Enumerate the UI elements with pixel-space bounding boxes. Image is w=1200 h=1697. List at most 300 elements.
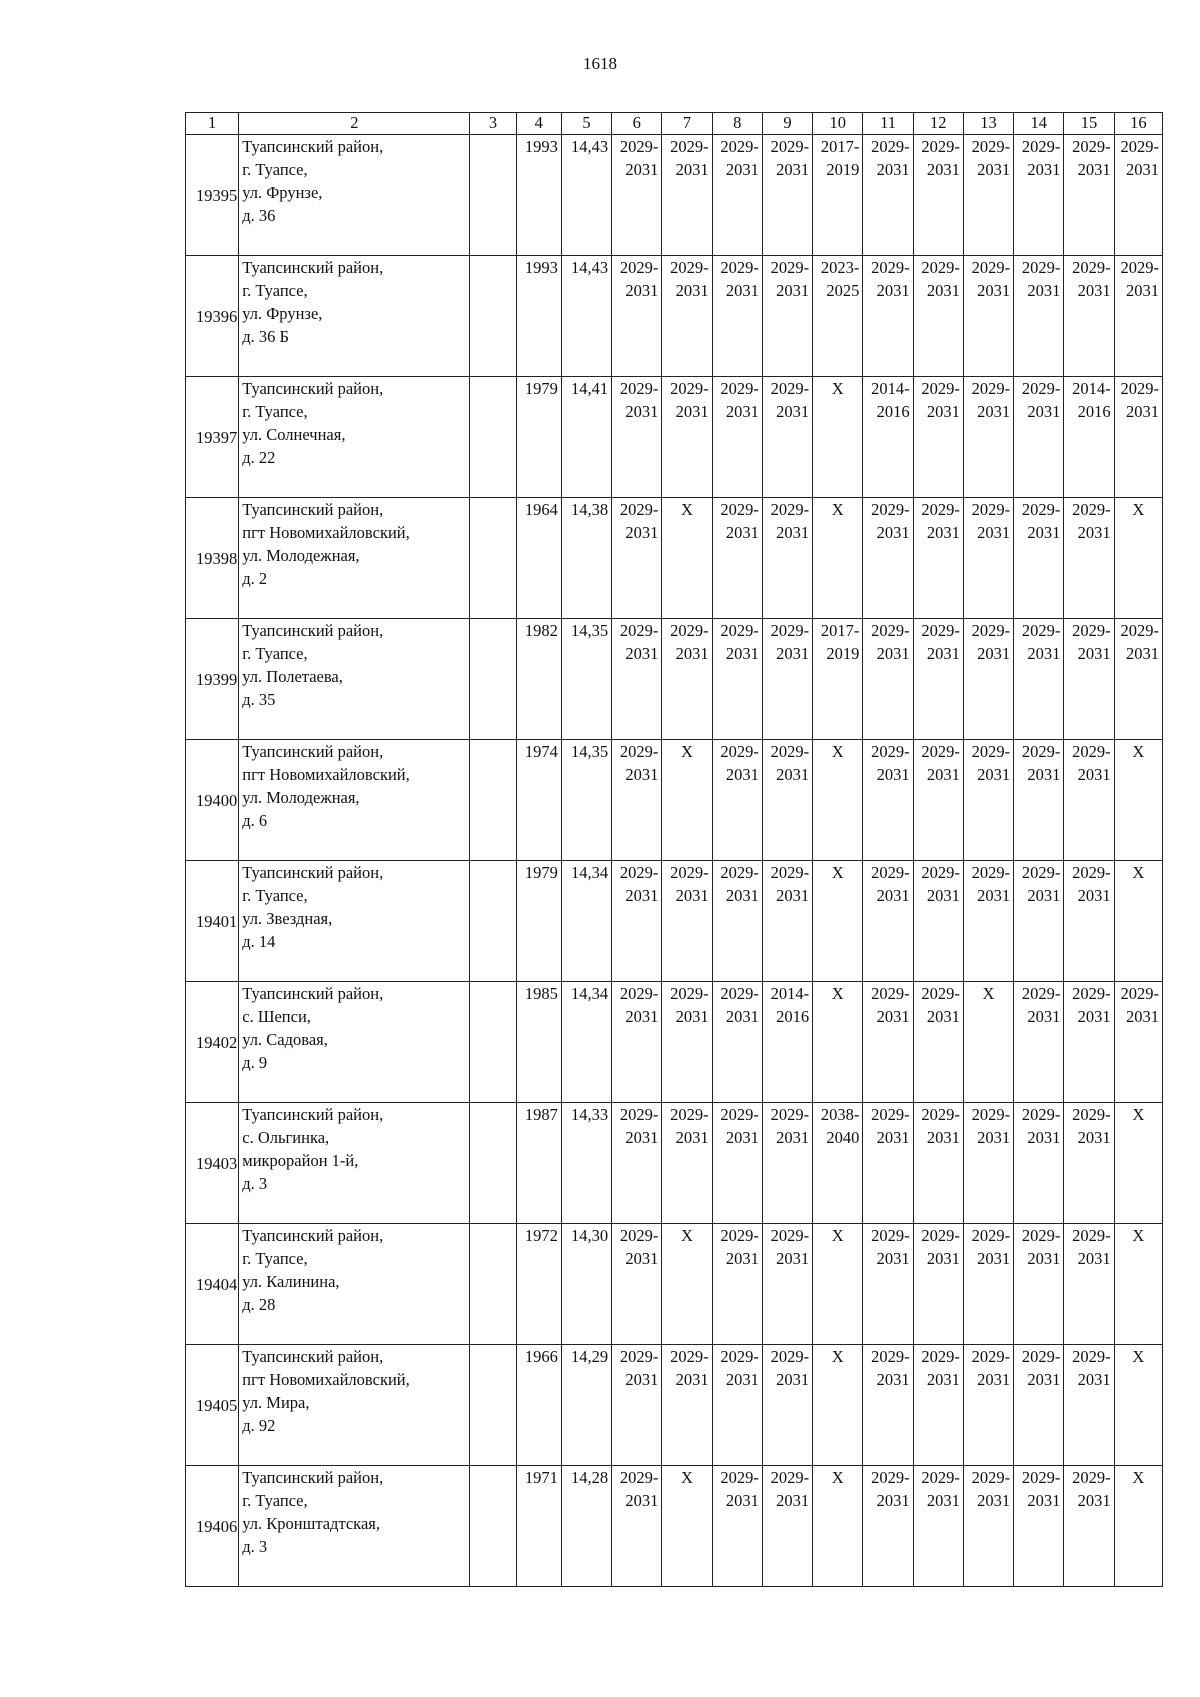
period-line: 2029- [770,742,810,761]
period-line: 2029- [770,1226,810,1245]
period-line: 2031 [1077,1249,1111,1268]
period-line: 2031 [1077,1128,1111,1147]
period-cell [1014,256,1064,377]
period-line: X [681,1226,693,1245]
period-cell [863,256,913,377]
period-line: 2031 [1126,281,1159,300]
period-line: 2029- [720,1105,759,1124]
period-cell [712,1345,762,1466]
period-cell [712,861,762,982]
address-line: д. 6 [242,811,268,830]
period-line: 2029- [971,379,1011,398]
table-row [186,619,1163,740]
period-cell [1114,377,1162,498]
period-line: 2031 [725,160,759,179]
column-3-cell [470,740,516,861]
period-line: 2031 [625,281,659,300]
period-line: 2029- [619,863,659,882]
period-line: 2031 [926,1007,960,1026]
period-line: 2029- [921,1226,960,1245]
period-cell [762,256,812,377]
period-line: 2031 [876,1249,910,1268]
period-line: 2031 [1077,1007,1111,1026]
period-line: 2031 [1077,160,1111,179]
address-line: г. Туапсе, [242,402,308,421]
period-cell [762,498,812,619]
period-line: 2029- [1072,258,1111,277]
period-cell [963,740,1013,861]
period-line: 2031 [926,1370,960,1389]
period-line: 2029- [619,1105,659,1124]
period-cell [712,740,762,861]
address-line: Туапсинский район, [242,137,384,156]
column-3-cell [470,377,516,498]
period-cell [762,1103,812,1224]
period-cell [913,1224,963,1345]
period-line: 2031 [1027,1249,1061,1268]
period-line: X [831,1226,844,1245]
period-line: 2029- [1021,742,1061,761]
period-cell [662,135,712,256]
period-cell [712,1103,762,1224]
period-line: 2031 [1027,281,1061,300]
column-3-cell [470,1103,516,1224]
period-cell [913,377,963,498]
period-line: 2031 [926,1128,960,1147]
period-cell [612,1103,662,1224]
period-cell [1064,1345,1114,1466]
column-3-cell [470,861,516,982]
period-line: 2031 [776,281,810,300]
period-line: 2029- [670,1347,709,1366]
period-cell [913,740,963,861]
period-line: 2031 [926,281,960,300]
period-line: 2014- [1072,379,1111,398]
period-cell [712,377,762,498]
period-cell [863,619,913,740]
period-line: 2031 [625,523,659,542]
period-cell [762,1466,812,1587]
year-cell: 1993 [516,135,561,256]
period-line: 2031 [977,1128,1011,1147]
period-line: 2031 [1027,765,1061,784]
period-cell [1014,498,1064,619]
address-line: Туапсинский район, [242,379,384,398]
period-cell [813,740,863,861]
row-number: 19406 [186,1466,239,1587]
address-line: Туапсинский район, [242,1226,384,1245]
period-line: 2029- [871,742,910,761]
period-cell [662,377,712,498]
value-cell: 14,35 [561,740,611,861]
period-cell [712,135,762,256]
period-cell [1014,619,1064,740]
period-cell [963,498,1013,619]
period-line: X [831,1347,844,1366]
address-line: ул. Мира, [242,1393,310,1412]
period-line: 2031 [776,1491,810,1510]
address-line: пгт Новомихайловский, [242,523,410,542]
period-line: 2031 [876,1007,910,1026]
period-line: X [1132,742,1145,761]
period-line: 2029- [921,1468,960,1487]
period-line: 2031 [1027,523,1061,542]
table-row [186,498,1163,619]
period-line: 2031 [876,886,910,905]
address-line: Туапсинский район, [242,621,384,640]
period-cell [662,861,712,982]
period-line: X [831,1468,844,1487]
value-cell: 14,34 [561,982,611,1103]
period-line: 2031 [1126,160,1159,179]
period-line: 2029- [971,137,1011,156]
value-cell: 14,38 [561,498,611,619]
row-number: 19403 [186,1103,239,1224]
period-line: 2031 [675,1370,709,1389]
period-line: 2031 [776,1370,810,1389]
period-line: 2029- [720,1347,759,1366]
period-line: 2031 [876,765,910,784]
address-line: д. 3 [242,1537,268,1556]
period-line: 2031 [776,402,810,421]
table-row [186,135,1163,256]
period-line: 2031 [977,402,1011,421]
period-cell [963,982,1013,1103]
period-line: 2029- [921,742,960,761]
period-line: 2031 [926,644,960,663]
period-line: 2031 [776,765,810,784]
period-cell [963,1103,1013,1224]
table-row [186,1466,1163,1587]
value-cell: 14,43 [561,256,611,377]
period-cell [913,1103,963,1224]
period-line: X [1132,863,1145,882]
period-cell [712,256,762,377]
address-cell [239,1345,470,1466]
address-line: Туапсинский район, [242,258,384,277]
column-3-cell [470,1345,516,1466]
period-cell [662,1345,712,1466]
period-line: 2029- [720,379,759,398]
period-line: 2029- [619,742,659,761]
period-line: 2029- [770,379,810,398]
period-line: 2029- [619,258,659,277]
period-cell [1114,861,1162,982]
period-line: 2040 [826,1128,860,1147]
value-cell: 14,33 [561,1103,611,1224]
period-line: 2029- [1072,1468,1111,1487]
period-line: 2029- [770,621,810,640]
year-cell: 1979 [516,377,561,498]
period-cell [913,1466,963,1587]
period-line: 2031 [1126,1007,1159,1026]
address-line: д. 14 [242,932,276,951]
period-line: 2031 [625,1370,659,1389]
table-row [186,982,1163,1103]
period-line: 2029- [1120,984,1159,1003]
period-line: X [1132,1347,1145,1366]
period-cell [612,740,662,861]
column-header-9: 9 [762,113,812,135]
period-line: 2016 [876,402,910,421]
period-line: 2029- [720,621,759,640]
period-cell [762,1345,812,1466]
period-line: 2031 [625,1249,659,1268]
period-cell [1114,1224,1162,1345]
column-3-cell [470,1224,516,1345]
period-cell [963,1345,1013,1466]
period-line: 2031 [725,886,759,905]
period-line: 2029- [971,258,1011,277]
period-cell [1064,377,1114,498]
period-line: 2031 [776,886,810,905]
period-cell [662,982,712,1103]
period-cell [662,256,712,377]
address-line: ул. Полетаева, [242,667,343,686]
period-cell [1014,1103,1064,1224]
column-header-4: 4 [516,113,561,135]
period-cell [612,498,662,619]
period-line: 2029- [1072,1105,1111,1124]
row-number: 19397 [186,377,239,498]
column-header-16: 16 [1114,113,1162,135]
period-line: 2029- [619,984,659,1003]
period-line: 2029- [971,1347,1011,1366]
period-cell [1064,1466,1114,1587]
period-line: 2029- [921,621,960,640]
period-line: 2029- [871,863,910,882]
address-line: д. 28 [242,1295,276,1314]
address-cell [239,982,470,1103]
table-row [186,1345,1163,1466]
period-cell [863,982,913,1103]
year-cell: 1987 [516,1103,561,1224]
period-cell [612,377,662,498]
period-cell [612,982,662,1103]
period-line: 2031 [675,402,709,421]
period-line: 2029- [720,863,759,882]
period-cell [913,1345,963,1466]
column-3-cell [470,135,516,256]
period-cell [612,861,662,982]
period-line: 2031 [776,1128,810,1147]
period-line: 2029- [871,1347,910,1366]
period-cell [963,1466,1013,1587]
period-cell [712,982,762,1103]
address-line: Туапсинский район, [242,1105,384,1124]
period-line: 2029- [1021,500,1061,519]
period-line: 2029- [619,379,659,398]
period-line: 2029- [1072,1226,1111,1245]
period-cell [1014,1345,1064,1466]
period-cell [662,619,712,740]
period-line: 2031 [675,1128,709,1147]
period-line: 2029- [770,137,810,156]
column-header-6: 6 [612,113,662,135]
period-line: 2019 [826,644,860,663]
period-line: 2029- [971,1468,1011,1487]
row-number: 19404 [186,1224,239,1345]
address-line: ул. Фрунзе, [242,183,323,202]
period-cell [1014,135,1064,256]
address-line: д. 2 [242,569,268,588]
period-line: 2031 [675,644,709,663]
year-cell: 1972 [516,1224,561,1345]
table-row [186,1103,1163,1224]
period-line: 2029- [1120,258,1159,277]
period-line: 2031 [725,644,759,663]
period-cell [813,619,863,740]
period-cell [813,498,863,619]
address-line: д. 3 [242,1174,268,1193]
housing-registry-table [185,112,1163,1587]
period-line: 2031 [876,1370,910,1389]
period-line: 2023- [820,258,860,277]
period-line: 2029- [871,984,910,1003]
period-line: 2029- [871,137,910,156]
period-line: 2029- [1072,621,1111,640]
address-cell [239,861,470,982]
address-line: Туапсинский район, [242,742,384,761]
column-3-cell [470,982,516,1103]
period-cell [1064,1103,1114,1224]
period-cell [1064,498,1114,619]
period-line: 2029- [871,621,910,640]
period-cell [1014,861,1064,982]
period-line: 2031 [625,1128,659,1147]
period-line: 2031 [725,1128,759,1147]
period-line: 2029- [971,500,1011,519]
period-cell [913,256,963,377]
period-line: 2031 [1077,886,1111,905]
period-line: 2029- [1021,984,1061,1003]
period-line: 2029- [1120,379,1159,398]
period-line: 2031 [926,160,960,179]
period-line: 2031 [1027,402,1061,421]
period-line: 2031 [625,1491,659,1510]
period-cell [913,619,963,740]
period-line: 2031 [675,160,709,179]
column-header-2: 2 [239,113,470,135]
period-line: 2031 [1077,1370,1111,1389]
period-line: 2029- [871,500,910,519]
period-line: 2031 [725,402,759,421]
period-cell [813,1224,863,1345]
period-line: 2029- [921,1105,960,1124]
period-cell [963,377,1013,498]
column-3-cell [470,619,516,740]
period-cell [863,1345,913,1466]
row-number: 19405 [186,1345,239,1466]
period-cell [762,619,812,740]
table-row [186,1224,1163,1345]
column-header-14: 14 [1014,113,1064,135]
period-cell [1064,1224,1114,1345]
period-line: 2031 [1077,644,1111,663]
period-cell [863,377,913,498]
period-line: 2031 [625,644,659,663]
column-3-cell [470,256,516,377]
period-cell [1064,256,1114,377]
period-line: 2031 [977,523,1011,542]
period-line: 2029- [619,1226,659,1245]
period-line: 2031 [876,160,910,179]
address-line: Туапсинский район, [242,984,384,1003]
period-cell [762,740,812,861]
row-number: 19400 [186,740,239,861]
address-cell [239,256,470,377]
period-line: 2031 [1077,1491,1111,1510]
period-line: 2031 [977,644,1011,663]
period-line: 2031 [725,1491,759,1510]
address-line: Туапсинский район, [242,1468,384,1487]
period-line: 2029- [1072,984,1111,1003]
column-header-12: 12 [913,113,963,135]
period-line: 2029- [619,1347,659,1366]
address-line: г. Туапсе, [242,1491,308,1510]
address-cell [239,135,470,256]
table-body [186,135,1163,1587]
period-line: 2029- [921,379,960,398]
period-line: 2031 [1077,765,1111,784]
period-cell [1014,982,1064,1103]
year-cell: 1971 [516,1466,561,1587]
period-cell [612,619,662,740]
period-line: 2031 [776,160,810,179]
address-line: ул. Молодежная, [242,788,360,807]
period-line: 2029- [670,258,709,277]
period-line: 2029- [720,742,759,761]
period-cell [913,498,963,619]
row-number: 19396 [186,256,239,377]
period-cell [712,619,762,740]
period-cell [1114,498,1162,619]
period-cell [662,740,712,861]
period-line: 2029- [871,1226,910,1245]
period-line: 2029- [1072,742,1111,761]
period-line: 2029- [1120,621,1159,640]
address-line: ул. Садовая, [242,1030,328,1049]
period-cell [712,1466,762,1587]
period-cell [612,1466,662,1587]
address-line: д. 35 [242,690,276,709]
period-cell [612,1345,662,1466]
period-cell [913,135,963,256]
period-line: 2029- [921,500,960,519]
period-line: 2029- [1021,863,1061,882]
period-line: X [1132,1226,1145,1245]
value-cell: 14,28 [561,1466,611,1587]
period-line: 2029- [1021,1226,1061,1245]
period-cell [863,1224,913,1345]
period-line: X [831,863,844,882]
period-line: 2031 [977,1491,1011,1510]
period-cell [662,1466,712,1587]
period-cell [1114,256,1162,377]
value-cell: 14,41 [561,377,611,498]
address-line: Туапсинский район, [242,500,384,519]
address-cell [239,740,470,861]
period-cell [813,135,863,256]
year-cell: 1985 [516,982,561,1103]
period-line: 2038- [820,1105,860,1124]
column-header-13: 13 [963,113,1013,135]
period-cell [963,619,1013,740]
period-cell [1014,740,1064,861]
address-line: пгт Новомихайловский, [242,1370,410,1389]
column-header-5: 5 [561,113,611,135]
period-cell [1114,1345,1162,1466]
